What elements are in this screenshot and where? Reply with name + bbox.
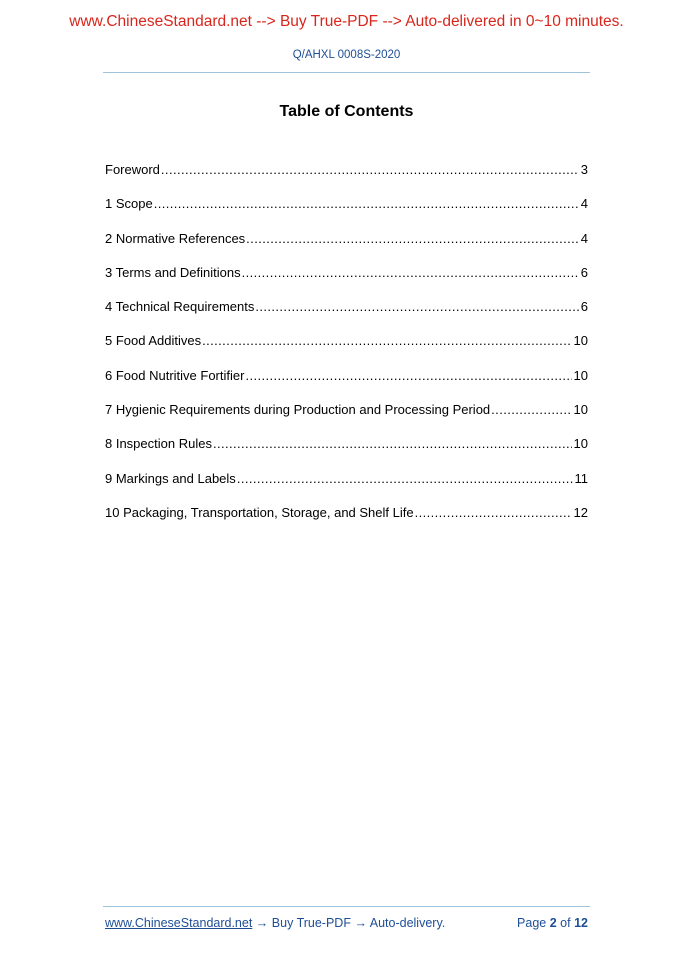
toc-entry-packaging[interactable]	[105, 502, 588, 536]
footer-buy-text: Buy True-PDF	[271, 916, 351, 930]
toc-entry-foreword[interactable]	[105, 159, 588, 193]
toc-entry-page: 11	[574, 470, 588, 486]
toc-entry-page: 10	[573, 402, 588, 418]
toc-entry-inspection-rules[interactable]	[105, 433, 588, 467]
footer-delivery-text: Auto-delivery.	[369, 916, 446, 930]
page-indicator	[500, 916, 588, 930]
toc-entry-page: 4	[580, 196, 588, 212]
toc-entry-page: 10	[573, 333, 588, 349]
document-code: Q/AHXL 0008S-2020	[292, 49, 401, 61]
page-word: Page	[517, 916, 547, 930]
toc-dot-leader	[154, 193, 579, 215]
toc-dot-leader	[242, 262, 579, 284]
toc-list	[105, 159, 588, 536]
arrow-right-icon: →	[354, 916, 367, 930]
toc-dot-leader	[246, 228, 579, 250]
toc-entry-label: 2 Normative References	[105, 230, 246, 246]
toc-dot-leader	[245, 365, 571, 387]
toc-entry-label: 5 Food Additives	[105, 333, 202, 349]
page-total: 12	[574, 916, 588, 930]
toc-entry-page: 6	[580, 299, 588, 315]
toc-dot-leader	[415, 502, 572, 524]
toc-entry-hygienic-requirements[interactable]	[105, 399, 588, 433]
toc-entry-label: 8 Inspection Rules	[105, 436, 212, 452]
arrow-right-icon: →	[255, 916, 269, 930]
toc-title: Table of Contents	[279, 103, 414, 120]
toc-entry-page: 3	[580, 162, 588, 177]
toc-entry-page: 12	[573, 504, 588, 520]
promo-banner[interactable]: www.ChineseStandard.net --> Buy True-PDF --> Auto-delivered in 0~10 minutes.	[69, 13, 624, 30]
toc-entry-page: 10	[573, 436, 588, 452]
toc-entry-label: 7 Hygienic Requirements during Production and Processing Period	[105, 402, 491, 418]
toc-dot-leader	[161, 159, 579, 181]
footer-divider	[103, 906, 590, 907]
toc-entry-label: Foreword	[105, 162, 160, 177]
toc-entry-label: 1 Scope	[105, 196, 153, 212]
footer-site-link[interactable]: www.ChineseStandard.net	[105, 916, 253, 930]
toc-entry-label: 10 Packaging, Transportation, Storage, and Shelf Life	[105, 504, 414, 520]
toc-dot-leader	[255, 296, 578, 318]
toc-dot-leader	[491, 399, 571, 421]
header-divider	[103, 72, 590, 73]
toc-dot-leader	[202, 330, 571, 352]
toc-entry-scope[interactable]	[105, 193, 588, 227]
toc-entry-markings-and-labels[interactable]	[105, 468, 588, 502]
toc-entry-label: 4 Technical Requirements	[105, 299, 255, 315]
toc-entry-page: 10	[573, 367, 588, 383]
toc-entry-technical-requirements[interactable]	[105, 296, 588, 330]
toc-entry-page: 4	[580, 230, 588, 246]
toc-entry-label: 3 Terms and Definitions	[105, 264, 241, 280]
toc-entry-page: 6	[580, 264, 588, 280]
toc-dot-leader	[237, 468, 573, 490]
of-word: of	[560, 916, 571, 930]
toc-entry-food-nutritive-fortifier[interactable]	[105, 365, 588, 399]
toc-entry-label: 9 Markings and Labels	[105, 470, 236, 486]
toc-dot-leader	[213, 433, 572, 455]
toc-entry-label: 6 Food Nutritive Fortifier	[105, 367, 245, 383]
page-current: 2	[549, 916, 557, 930]
footer-promo	[105, 916, 445, 930]
toc-entry-terms-and-definitions[interactable]	[105, 262, 588, 296]
toc-entry-normative-references[interactable]	[105, 228, 588, 262]
toc-entry-food-additives[interactable]	[105, 330, 588, 364]
